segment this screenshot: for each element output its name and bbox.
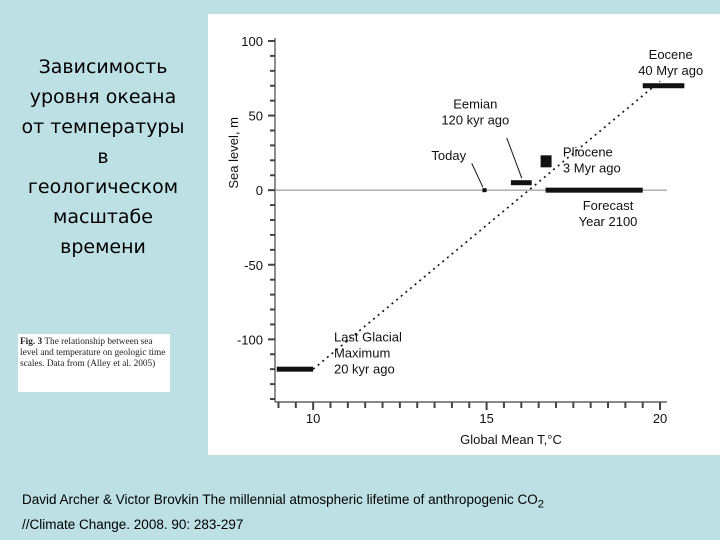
pliocene-3-myr-ago-marker	[541, 155, 552, 167]
citation	[22, 490, 712, 535]
slide-title-line: в	[97, 146, 109, 168]
y-axis-label: Sea level, m	[226, 117, 241, 189]
slide-title-line: масштабе	[53, 206, 153, 228]
today-marker	[482, 188, 486, 192]
x-axis-label: Global Mean T,°C	[460, 432, 562, 447]
eemian-leader-line	[507, 138, 522, 178]
last-glacial-maximum-20-kyr-ago-label: Maximum	[333, 345, 391, 361]
x-tick-label: 15	[479, 411, 494, 426]
eemian-120-kyr-ago-label: Eemian	[453, 96, 498, 112]
y-tick-label: -50	[244, 257, 263, 273]
last-glacial-maximum-20-kyr-ago-label: 20 kyr ago	[333, 361, 395, 377]
today-label: Today	[431, 147, 467, 163]
slide-title	[2, 52, 204, 262]
y-tick-label: 100	[241, 33, 263, 49]
figure-caption	[18, 334, 170, 392]
citation-subscript: 2	[537, 498, 545, 511]
chart-panel	[208, 14, 720, 455]
forecast-year-2100-marker	[546, 188, 643, 193]
pliocene-3-myr-ago-label: 3 Myr ago	[562, 160, 621, 176]
eemian-120-kyr-ago-marker	[511, 180, 532, 185]
slide-title-line: времени	[60, 236, 146, 258]
eemian-120-kyr-ago-label: 120 kyr ago	[441, 112, 510, 128]
y-tick-label: 0	[255, 183, 263, 199]
today-leader-line	[472, 163, 483, 187]
x-tick-label: 10	[305, 411, 321, 426]
sea-level-temperature-chart	[208, 14, 720, 455]
citation-line-1: David Archer & Victor Brovkin The millennial atmospheric lifetime of anthropogenic CO	[22, 492, 538, 507]
slide-title-line: Зависимость	[38, 56, 168, 78]
figure-caption-text: The relationship between sea level and temperature on geologic time scales. Data from (Alley et al. 2005)	[20, 337, 166, 369]
x-tick-label: 20	[652, 411, 668, 426]
forecast-year-2100-label: Year 2100	[578, 214, 638, 230]
slide-title-line: геологическом	[27, 176, 179, 198]
eocene-40-myr-ago-marker	[643, 83, 685, 88]
last-glacial-maximum-20-kyr-ago-marker	[277, 367, 313, 372]
last-glacial-maximum-20-kyr-ago-label: Last Glacial	[333, 329, 402, 345]
y-tick-label: 50	[248, 108, 263, 124]
forecast-year-2100-label: Forecast	[582, 198, 634, 214]
eocene-40-myr-ago-label: 40 Myr ago	[638, 62, 704, 78]
eocene-40-myr-ago-label: Eocene	[648, 46, 693, 62]
slide-title-line: от температуры	[21, 116, 185, 138]
slide-title-line: уровня океана	[29, 86, 177, 108]
y-tick-label: -100	[236, 332, 263, 348]
figure-caption-label: Fig. 3	[20, 337, 43, 347]
citation-line-2: //Climate Change. 2008. 90: 283-297	[22, 516, 244, 532]
pliocene-3-myr-ago-label: Pliocene	[562, 144, 613, 160]
